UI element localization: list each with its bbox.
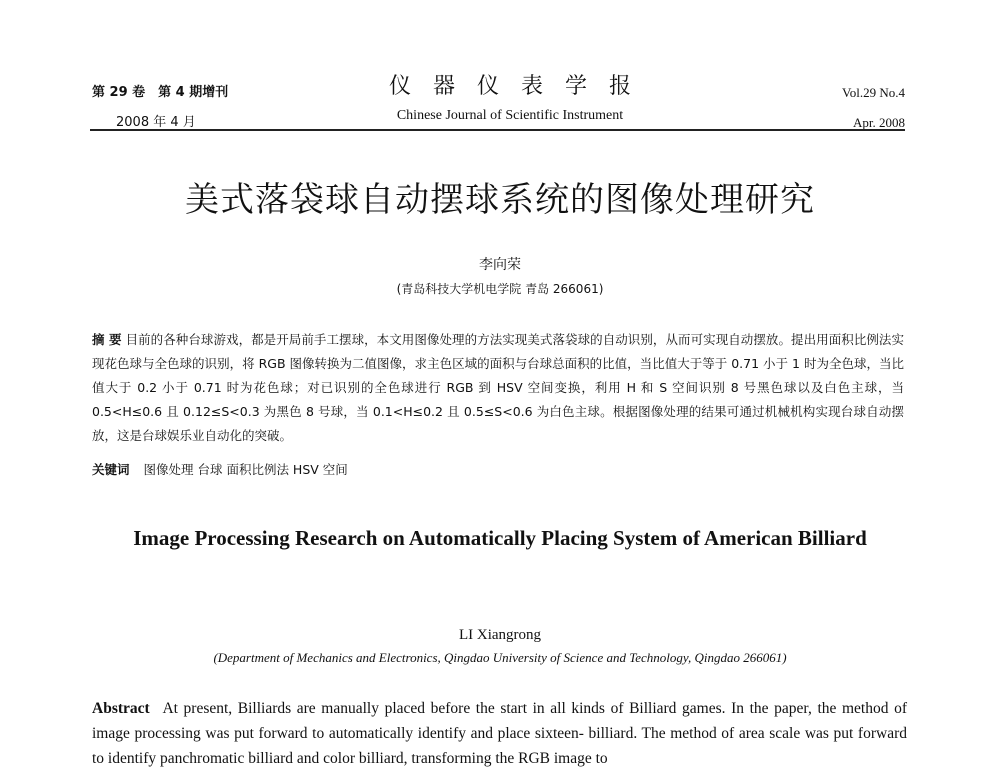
abstract-en-label: Abstract <box>92 700 150 717</box>
affiliation-cn: (青岛科技大学机电学院 青岛 266061) <box>396 282 604 296</box>
date-en: Apr. 2008 <box>853 115 905 130</box>
author-cn: 李向荣 <box>479 257 521 273</box>
abstract-cn-text: 目前的各种台球游戏，都是开局前手工摆球，本文用图像处理的方法实现美式落袋球的自动识别，从而可实现自动摆放。提出用面积比例法实现花色球与全色球的识别，将 RGB 图像转换为二值图像，求主色区域的面积与台球总面积的比值，当比值大于等于 0.71 小于 1 时为全色球，当比值大于 0.2 小于 0.71 时为花色球；对已识别的全色球进行 RGB 到 HSV 空间变换，利用 H 和 S 空间识别 8 号黑色球以及白色主球，当 0.5<H≤0.6 且 0.12≤S<0.3 为黑色 8 号球，当 0.1<H≤0.2 且 0.5≤S<0.6 为白色主球。根据图像处理的结果可通过机械机构实现台球自动摆放，这是台球娱乐业自动化的突破。 <box>92 332 904 443</box>
journal-name-block <box>330 72 690 124</box>
journal-name-cn: 仪器仪表学报 <box>388 74 653 99</box>
volume-issue-en: Vol.29 No.4 <box>842 85 905 100</box>
journal-name-en: Chinese Journal of Scientific Instrument <box>396 108 624 123</box>
abstract-cn <box>92 328 904 448</box>
keywords-cn-text: 图像处理 台球 面积比例法 HSV 空间 <box>143 462 348 477</box>
keywords-cn-label: 关键词 <box>92 462 130 477</box>
header-rule <box>90 129 905 131</box>
volume-issue-cn: 第 29 卷 第 4 期增刊 <box>92 85 229 100</box>
paper-title-en: Image Processing Research on Automatically Placing System of American Billiard <box>133 526 867 550</box>
keywords-cn <box>92 460 904 478</box>
date-cn: 2008 年 4 月 <box>116 115 196 130</box>
author-en: LI Xiangrong <box>458 627 542 643</box>
abstract-en-text: At present, Billiards are manually placed before the start in all kinds of Billiard games. In the paper, the method of image processing was put forward to automatically identify and place sixteen- billiard. The method of area scale was put forward to identify panchromatic billiard and color billiard, transforming the RGB image to <box>92 700 907 767</box>
paper-title-cn: 美式落袋球自动摆球系统的图像处理研究 <box>185 180 815 220</box>
abstract-cn-label: 摘 要 <box>92 332 122 347</box>
affiliation-en: (Department of Mechanics and Electronics, Qingdao University of Science and Technology, Qingdao 266061) <box>213 650 787 665</box>
